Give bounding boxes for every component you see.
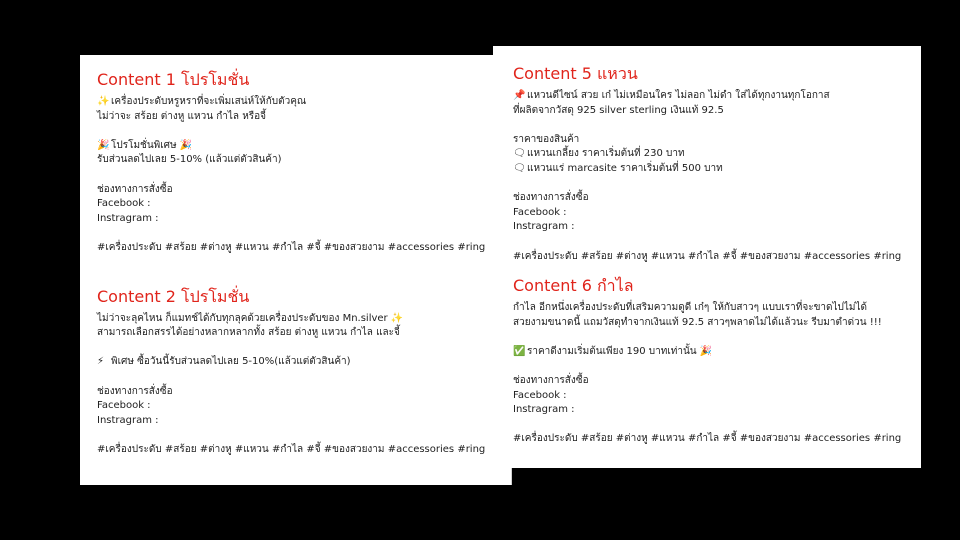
post-body	[97, 312, 495, 458]
post-body	[513, 301, 901, 447]
left-content-card	[80, 55, 512, 485]
post-line-text: ไม่ว่าจะ สร้อย ต่างหู แหวน กำไล หรือจี้	[97, 110, 267, 122]
post-line	[97, 355, 495, 370]
right-content-card	[493, 46, 921, 468]
post-line	[513, 330, 901, 345]
post-line	[97, 370, 495, 385]
post-line	[513, 162, 901, 177]
post-line	[513, 191, 901, 206]
post-line	[97, 399, 495, 414]
post-line	[97, 153, 495, 168]
post-line	[513, 206, 901, 221]
post-line	[513, 360, 901, 375]
post-line-text: ช่องทางการสั่งซื้อ	[513, 375, 589, 387]
post-line	[97, 443, 495, 458]
post-line-text: ที่ผลิตจากวัสดุ 925 silver sterling เงินแท้ 92.5	[513, 104, 724, 116]
post-line-text: แหวนแร่ marcasite ราคาเริ่มต้นที่ 500 บาท	[527, 162, 723, 174]
pushpin-icon: 📌	[513, 90, 526, 101]
post-line	[513, 118, 901, 133]
content-post	[97, 286, 495, 458]
post-line	[97, 183, 495, 198]
post-line	[513, 389, 901, 404]
post-line	[97, 139, 495, 154]
post-title: Content 6 กำไล	[513, 276, 634, 296]
post-line	[513, 220, 901, 235]
post-line	[97, 110, 495, 125]
post-line	[97, 414, 495, 429]
post-line	[513, 147, 901, 162]
post-body	[513, 89, 901, 264]
content-post	[513, 63, 901, 264]
post-line	[97, 212, 495, 227]
post-body	[97, 95, 495, 256]
post-line	[513, 133, 901, 148]
post-line-text: Facebook :	[97, 400, 151, 412]
content-post	[97, 69, 495, 256]
post-spacer	[513, 264, 901, 275]
post-line-text: #เครื่องประดับ #สร้อย #ต่างหู #แหวน #กำไล #จี้ #ของสวยงาม #accessories #ring	[513, 433, 902, 445]
post-line	[97, 95, 495, 110]
sparkles-icon: ✨	[97, 96, 110, 107]
post-line	[513, 403, 901, 418]
post-line-text: กำไล อีกหนึ่งเครื่องประดับที่เสริมความดูดี เก๋ๆ ให้กับสาวๆ แบบเราที่จะขาดไปไม่ได้	[513, 302, 868, 314]
check-box-icon: ✅	[513, 345, 526, 357]
post-title: Content 2 โปรโมชั่น	[97, 286, 250, 306]
post-line-text: สวยงามขนาดนี้ แถมวัสดุทำจากเงินแท้ 92.5 สาวๆพลาดไม่ได้แล้วนะ รีบมาตำด่วน !!!	[513, 316, 882, 328]
post-line	[513, 89, 901, 104]
post-line-text: ช่องทางการสั่งซื้อ	[97, 385, 173, 397]
post-line-text: Facebook :	[513, 389, 567, 401]
post-line	[97, 241, 495, 256]
post-line	[513, 104, 901, 119]
post-line	[513, 418, 901, 433]
post-line	[97, 226, 495, 241]
post-line	[513, 301, 901, 316]
post-line-text: ช่องทางการสั่งซื้อ	[513, 192, 589, 204]
post-line	[97, 385, 495, 400]
post-line	[513, 345, 901, 360]
post-line	[513, 177, 901, 192]
post-line-text: Facebook :	[97, 198, 151, 210]
post-line-text: เครื่องประดับหรูหราที่จะเพิ่มเสน่ห์ให้กับตัวคุณ	[111, 96, 307, 107]
content-post	[513, 275, 901, 447]
post-line-text: Instragram :	[513, 404, 575, 416]
post-line-text: #เครื่องประดับ #สร้อย #ต่างหู #แหวน #กำไล #จี้ #ของสวยงาม #accessories #ring	[513, 250, 902, 262]
speech-bubble-icon: 🗨	[513, 148, 526, 160]
party-popper-icon: 🎉	[179, 139, 193, 151]
post-line	[513, 374, 901, 389]
sparkles-icon: ✨	[390, 312, 404, 324]
party-popper-icon: 🎉	[699, 345, 713, 357]
post-title: Content 1 โปรโมชั่น	[97, 70, 250, 89]
lightning-icon: ⚡	[97, 356, 105, 368]
post-line	[97, 312, 495, 327]
speech-bubble-icon: 🗨	[513, 162, 526, 174]
post-line	[97, 428, 495, 443]
post-line-text: รับส่วนลดไปเลย 5-10% (แล้วแต่ตัวสินค้า)	[97, 154, 282, 166]
post-line-text: Instragram :	[97, 414, 159, 426]
post-line	[97, 197, 495, 212]
post-line	[97, 124, 495, 139]
post-line-text: โปรโมชั่นพิเศษ	[111, 139, 177, 151]
party-popper-icon: 🎉	[97, 139, 110, 151]
post-line-text: แหวนดีไซน์ สวย เก๋ ไม่เหมือนใคร ไม่ลอก ไม่ดำ ใส่ได้ทุกงานทุกโอกาส	[527, 90, 830, 101]
post-line-text: ช่องทางการสั่งซื้อ	[97, 183, 173, 195]
post-line-text: ราคาดีงามเริ่มต้นเพียง 190 บาทเท่านั้น	[527, 345, 697, 357]
post-line-text: #เครื่องประดับ #สร้อย #ต่างหู #แหวน #กำไล #จี้ #ของสวยงาม #accessories #ring	[97, 443, 486, 455]
post-spacer	[97, 256, 495, 286]
post-line	[97, 168, 495, 183]
post-line-text: Instragram :	[97, 212, 159, 224]
post-line-text: Facebook :	[513, 206, 567, 218]
post-line	[513, 235, 901, 250]
post-line-text: ไม่ว่าจะลุคไหน ก็แมทช์ได้กับทุกลุคด้วยเครื่องประดับของ Mn.silver	[97, 312, 388, 324]
post-line-text: #เครื่องประดับ #สร้อย #ต่างหู #แหวน #กำไล #จี้ #ของสวยงาม #accessories #ring	[97, 241, 486, 253]
post-line	[97, 326, 495, 341]
post-line	[513, 432, 901, 447]
post-line-text: สามารถเลือกสรรได้อย่างหลากหลากทั้ง สร้อย ต่างหู แหวน กำไล และจี้	[97, 327, 400, 339]
post-line	[513, 250, 901, 265]
post-title: Content 5 แหวน	[513, 64, 638, 83]
post-line-text: Instragram :	[513, 221, 575, 233]
post-line	[97, 341, 495, 356]
post-line	[513, 316, 901, 331]
post-line-text: ราคาของสินค้า	[513, 133, 580, 145]
post-line-text: แหวนเกลี้ยง ราคาเริ่มต้นที่ 230 บาท	[527, 148, 685, 160]
post-line-text: พิเศษ ซื้อวันนี้รับส่วนลดไปเลย 5-10%(แล้วแต่ตัวสินค้า)	[111, 356, 351, 368]
